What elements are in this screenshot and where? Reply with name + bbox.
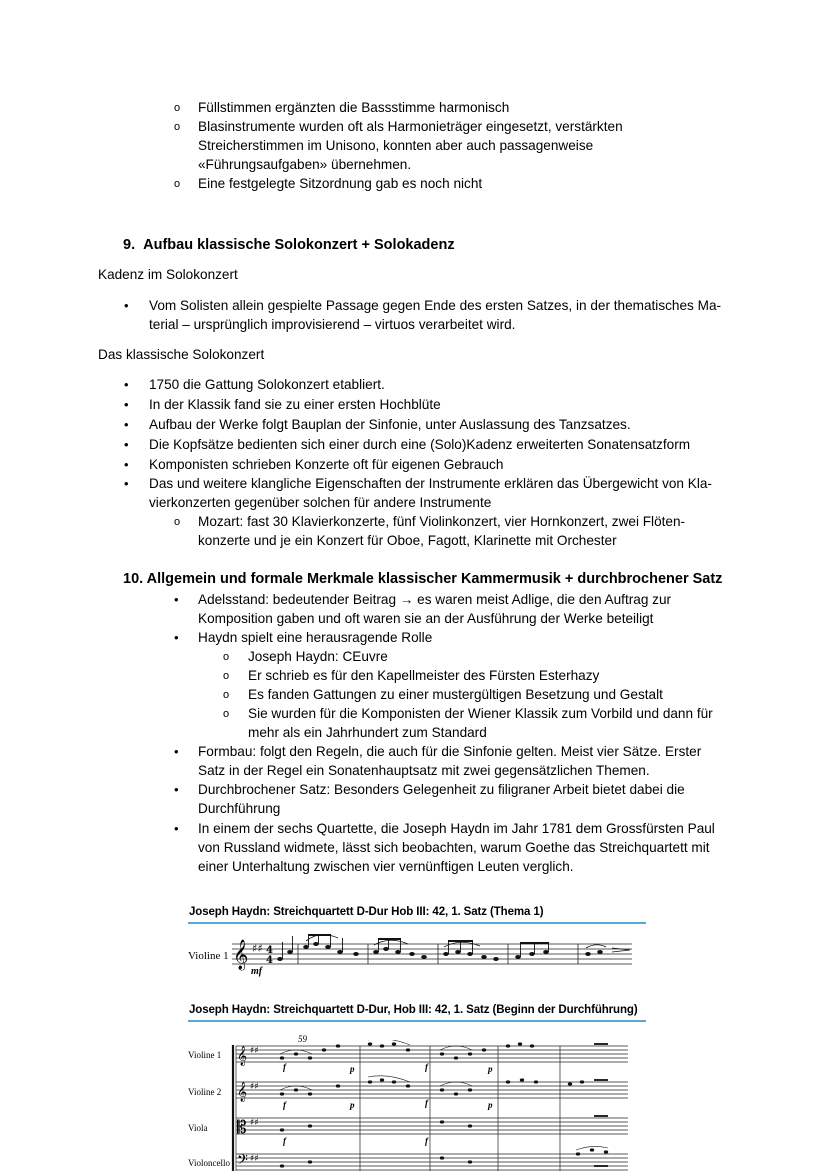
svg-text:♯♯: ♯♯: [250, 1118, 259, 1128]
list-item: Das und weitere klangliche Eigenschaften der Instrumente erklären das Übergewicht von Kla-: [149, 476, 712, 491]
svg-text:𝄞: 𝄞: [237, 1046, 248, 1066]
list-item: Komponisten schrieben Konzerte oft für eigenen Gebrauch: [149, 457, 504, 472]
list-item: Aufbau der Werke folgt Bauplan der Sinfonie, unter Auslassung des Tanzsatzes.: [149, 417, 631, 432]
bullet-icon: •: [124, 298, 129, 313]
list-item: Blasinstrumente wurden oft als Harmonieträger eingesetzt, verstärkten: [198, 119, 623, 134]
circle-bullet-icon: o: [174, 516, 181, 528]
caption-underline: [188, 1020, 646, 1022]
section-10-heading: 10. Allgemein und formale Merkmale klassischer Kammermusik + durchbrochener Satz: [123, 571, 723, 587]
list-item: Adelsstand: bedeutender Beitrag → es waren meist Adlige, die den Auftrag zur: [198, 592, 672, 607]
list-item-line: von Russland widmete, lässt sich beobachten, warum Goethe das Streichquartett mit: [198, 840, 710, 855]
bullet-icon: •: [174, 782, 179, 797]
list-item-line: Durchführung: [198, 801, 281, 816]
svg-text:𝄞: 𝄞: [237, 1082, 248, 1102]
svg-text:𝄞: 𝄞: [233, 940, 249, 970]
bullet-icon: •: [124, 476, 129, 491]
score-development: [230, 1040, 632, 1171]
list-item-line: «Führungsaufgaben» übernehmen.: [198, 157, 412, 172]
dynamic-marking: f: [283, 1100, 286, 1110]
svg-text:𝄡: 𝄡: [237, 1118, 247, 1138]
list-item: Joseph Haydn: CEuvre: [248, 649, 388, 664]
bullet-icon: •: [124, 437, 129, 452]
bullet-icon: •: [124, 457, 129, 472]
score-theme-1: [228, 930, 636, 982]
list-item-line: Satz in der Regel ein Sonatenhauptsatz mit zwei gegensätzlichen Themen.: [198, 763, 650, 778]
list-item-line: Komposition gaben und oft waren sie an der Ausführung der Werke beteiligt: [198, 611, 654, 626]
svg-text:♯♯: ♯♯: [250, 1082, 259, 1092]
dynamic-marking: p: [488, 1064, 493, 1074]
instrument-label: Violine 2: [188, 1087, 222, 1097]
list-item-line: Streicherstimmen im Unisono, konnten aber auch passagenweise: [198, 138, 594, 153]
dynamic-marking: f: [425, 1136, 428, 1146]
dynamic-marking: p: [350, 1064, 355, 1074]
instrument-label: Violoncello: [188, 1158, 230, 1168]
circle-bullet-icon: o: [174, 121, 181, 133]
bullet-icon: •: [174, 630, 179, 645]
list-item-line: mehr als ein Jahrhundert zum Standard: [248, 725, 487, 740]
list-item: Durchbrochener Satz: Besonders Gelegenheit zu filigraner Arbeit bietet dabei die: [198, 782, 685, 797]
list-item: In einem der sechs Quartette, die Joseph Haydn im Jahr 1781 dem Grossfürsten Paul: [198, 821, 715, 836]
dynamic-marking: f: [283, 1062, 286, 1072]
circle-bullet-icon: o: [174, 102, 181, 114]
dynamic-marking: f: [425, 1062, 428, 1072]
list-item: Die Kopfsätze bedienten sich einer durch eine (Solo)Kadenz erweiterten Sonatensatzform: [149, 437, 691, 452]
list-item-line: einer Unterhaltung zwischen vier vernünftigen Leuten verglich.: [198, 859, 574, 874]
dynamic-marking: f: [425, 1098, 428, 1108]
dynamic-marking: f: [283, 1136, 286, 1146]
music-caption-development: Joseph Haydn: Streichquartett D-Dur, Hob III: 42, 1. Satz (Beginn der Durchführung): [189, 1004, 638, 1016]
bullet-icon: •: [174, 744, 179, 759]
bullet-icon: •: [124, 397, 129, 412]
list-item-line: terial – ursprünglich improvisierend – virtuos verarbeitet wird.: [149, 317, 516, 332]
subheading-kadenz: Kadenz im Solokonzert: [98, 267, 238, 282]
svg-text:4: 4: [266, 955, 273, 966]
bar-number: 59: [298, 1034, 307, 1044]
circle-bullet-icon: o: [223, 708, 230, 720]
bullet-icon: •: [174, 821, 179, 836]
dynamic-marking: p: [488, 1100, 493, 1110]
section-9-heading: 9. Aufbau klassische Solokonzert + Solokadenz: [123, 237, 455, 253]
dynamic-marking: mf: [251, 966, 263, 977]
dynamic-marking: p: [350, 1100, 355, 1110]
caption-underline: [188, 922, 646, 924]
list-item: Füllstimmen ergänzten die Bassstimme harmonisch: [198, 100, 510, 115]
list-item: 1750 die Gattung Solokonzert etabliert.: [149, 377, 385, 392]
circle-bullet-icon: o: [223, 670, 230, 682]
instrument-label: Violine 1: [188, 1050, 222, 1060]
instrument-label: Violine 1: [188, 950, 229, 962]
list-item: In der Klassik fand sie zu einer ersten Hochblüte: [149, 397, 441, 412]
list-item: Er schrieb es für den Kapellmeister des Fürsten Esterhazy: [248, 668, 600, 683]
list-item: Mozart: fast 30 Klavierkonzerte, fünf Violinkonzert, vier Hornkonzert, zwei Flöten-: [198, 514, 686, 529]
circle-bullet-icon: o: [174, 178, 181, 190]
list-item: Eine festgelegte Sitzordnung gab es noch nicht: [198, 176, 483, 191]
svg-text:4: 4: [266, 945, 273, 956]
instrument-label: Viola: [188, 1123, 208, 1133]
bullet-icon: •: [124, 377, 129, 392]
list-item: Formbau: folgt den Regeln, die auch für die Sinfonie gelten. Meist vier Sätze. Erster: [198, 744, 702, 759]
subheading-solokonzert: Das klassische Solokonzert: [98, 347, 265, 362]
list-item: Vom Solisten allein gespielte Passage gegen Ende des ersten Satzes, in der thematisches Ma-: [149, 298, 722, 313]
svg-text:♯♯: ♯♯: [250, 1154, 259, 1164]
circle-bullet-icon: o: [223, 689, 230, 701]
music-caption-theme: Joseph Haydn: Streichquartett D-Dur Hob III: 42, 1. Satz (Thema 1): [189, 906, 544, 918]
list-item-line: konzerte und je ein Konzert für Oboe, Fagott, Klarinette mit Orchester: [198, 533, 617, 548]
list-item: Es fanden Gattungen zu einer mustergültigen Besetzung und Gestalt: [248, 687, 663, 702]
bullet-icon: •: [174, 592, 179, 607]
list-item: Sie wurden für die Komponisten der Wiener Klassik zum Vorbild und dann für: [248, 706, 713, 721]
svg-text:♯♯: ♯♯: [252, 942, 263, 955]
list-item: Haydn spielt eine herausragende Rolle: [198, 630, 433, 645]
list-item-line: vierkonzerten gegenüber solchen für andere Instrumente: [149, 495, 492, 510]
bullet-icon: •: [124, 417, 129, 432]
circle-bullet-icon: o: [223, 651, 230, 663]
svg-text:𝄢: 𝄢: [237, 1152, 248, 1171]
svg-text:♯♯: ♯♯: [250, 1046, 259, 1056]
